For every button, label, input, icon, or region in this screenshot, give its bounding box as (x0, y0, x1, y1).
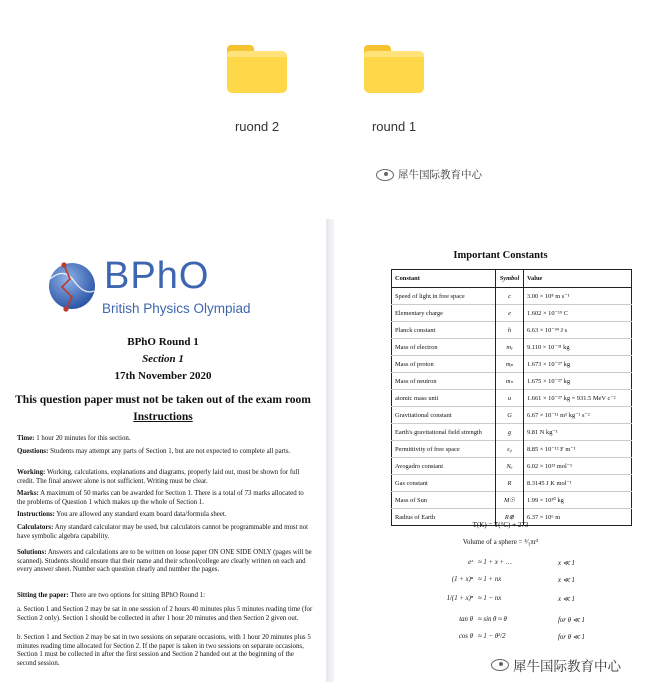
page-gutter (326, 219, 334, 682)
constant-name: Planck constant (392, 322, 496, 339)
exam-cover-page (0, 219, 326, 682)
table-row (392, 305, 632, 322)
questions-paragraph: Questions: Students may attempt any parts of Section 1, but are not expected to complete all parts. (17, 448, 291, 455)
watermark-text: 犀牛国际教育中心 (398, 169, 482, 181)
constant-name: Mass of electron (392, 339, 496, 356)
constant-value: 8.3145 J K mol⁻¹ (524, 475, 632, 492)
solutions-paragraph: Solutions: Answers and calculations are to be written on loose paper ON ONE SIDE ONLY (pages will be scanned). Students should ensure that their name and their school/college are clearly written on each and every answer sheet. Number each question clearly and number the pages. (17, 549, 312, 574)
constant-value: 9.81 N kg⁻¹ (524, 424, 632, 441)
constants-title: Important Constants (453, 250, 548, 261)
constants-page (334, 219, 667, 682)
table-row (392, 424, 632, 441)
exam-warning: This question paper must not be taken out of the exam room (15, 394, 311, 406)
option-a-paragraph: a. Section 1 and Section 2 may be sat in one session of 2 hours 40 minutes plus 5 minutes reading time (for Section 2 only). Section 1 should be collected in after 1 hour 20 minutes and then Section 2 given out. (17, 606, 313, 622)
instructions-paragraph: Instructions: You are allowed any standard exam board data/formula sheet. (17, 511, 227, 518)
approximation-lhs: tan θ (459, 616, 473, 623)
approximation-rhs: ≈ sin θ ≈ θ (478, 616, 507, 623)
constant-value: 8.85 × 10⁻¹² F m⁻¹ (524, 441, 632, 458)
time-paragraph: Time: 1 hour 20 minutes for this section. (17, 435, 131, 442)
folder-icon (227, 45, 287, 93)
constant-symbol: R (496, 475, 524, 492)
calculators-paragraph: Calculators: Any standard calculator may be used, but calculators cannot be programmable and must not have symbolic algebra capability. (17, 524, 309, 540)
sitting-paragraph: Sitting the paper: There are two options for sitting BPhO Round 1: (17, 592, 206, 599)
approximation-rhs: ≈ 1 − nx (478, 595, 502, 602)
watermark-text: 犀牛国际教育中心 (513, 659, 621, 675)
constant-symbol: G (496, 407, 524, 424)
constant-value: 1.602 × 10⁻¹⁹ C (524, 305, 632, 322)
constant-name: Avogadro constant (392, 458, 496, 475)
section-title: Section 1 (142, 353, 184, 365)
table-row (392, 322, 632, 339)
constant-symbol: ε₀ (496, 441, 524, 458)
approximation-cond: x ≪ 1 (558, 596, 575, 603)
bpho-logo (44, 257, 274, 317)
constant-name: Elementary charge (392, 305, 496, 322)
table-row (392, 373, 632, 390)
constant-value: 1.673 × 10⁻²⁷ kg (524, 356, 632, 373)
table-header-row (392, 270, 632, 288)
approximation-cond: x ≪ 1 (558, 560, 575, 567)
constant-symbol: h (496, 322, 524, 339)
approximation-rhs: ≈ 1 + nx (478, 576, 502, 583)
constant-symbol: M☉ (496, 492, 524, 509)
constant-value: 1.661 × 10⁻²⁷ kg = 931.5 MeV c⁻² (524, 390, 632, 407)
exam-date: 17th November 2020 (114, 370, 212, 382)
folder-round-1[interactable] (354, 45, 434, 134)
option-b-paragraph: b. Section 1 and Section 2 may be sat in two sessions on separate occasions, with 1 hour 20 minutes plus 5 minutes reading time allocated for Section 2. If the paper is taken in two sessions on separate occasions, Section 1 must be collected in after the first session and Section 2 handed out at the beginning of the second session. (17, 634, 311, 667)
folder-label: ruond 2 (234, 119, 280, 134)
constant-name: Mass of Sun (392, 492, 496, 509)
constant-symbol: g (496, 424, 524, 441)
constant-symbol: u (496, 390, 524, 407)
constant-symbol: Nₐ (496, 458, 524, 475)
constants-table (391, 269, 632, 526)
table-row (392, 492, 632, 509)
constant-name: Speed of light in free space (392, 288, 496, 305)
constant-symbol: mₙ (496, 373, 524, 390)
instructions-heading: Instructions (133, 411, 193, 423)
constant-symbol: R⊕ (496, 509, 524, 526)
folder-label: round 1 (371, 119, 417, 134)
constant-name: Mass of neutron (392, 373, 496, 390)
constant-symbol: mₚ (496, 356, 524, 373)
table-row (392, 441, 632, 458)
approximation-rhs: ≈ 1 + x + … (478, 559, 512, 566)
constant-symbol: c (496, 288, 524, 305)
constant-name: Permittivity of free space (392, 441, 496, 458)
constant-name: Gravitational constant (392, 407, 496, 424)
kelvin-formula: T(K) = T(°C) + 273 (472, 521, 529, 529)
constant-value: 6.37 × 10⁶ m (524, 509, 632, 526)
constant-value: 1.99 × 10³⁰ kg (524, 492, 632, 509)
table-row (392, 356, 632, 373)
constant-name: atomic mass unit (392, 390, 496, 407)
header-constant: Constant (392, 270, 496, 288)
approximation-row (416, 595, 616, 607)
table-row (392, 407, 632, 424)
globe-icon (44, 257, 100, 313)
marks-paragraph: Marks: A maximum of 50 marks can be awarded for Section 1. There is a total of 73 marks allocated to the problems of Question 1 which makes up the whole of Section 1. (17, 490, 304, 506)
sphere-formula: Volume of a sphere = ⁴⁄₃πr³ (462, 538, 539, 546)
approximation-lhs: (1 + x)ⁿ (451, 576, 473, 583)
approximation-rhs: ≈ 1 − θ²/2 (478, 633, 506, 640)
approximation-lhs: cos θ (458, 633, 473, 640)
constant-name: Radius of Earth (392, 509, 496, 526)
constant-name: Mass of proton (392, 356, 496, 373)
constant-value: 1.675 × 10⁻²⁷ kg (524, 373, 632, 390)
constant-value: 6.02 × 10²³ mol⁻¹ (524, 458, 632, 475)
approximation-row (416, 616, 616, 628)
table-row (392, 288, 632, 305)
table-row (392, 390, 632, 407)
approximation-cond: for θ ≪ 1 (558, 617, 585, 624)
constant-value: 6.67 × 10⁻¹¹ m³ kg⁻¹ s⁻² (524, 407, 632, 424)
table-row (392, 458, 632, 475)
folder-round-2[interactable] (217, 45, 297, 134)
approximation-row (416, 576, 616, 588)
table-row (392, 339, 632, 356)
watermark-top (376, 167, 482, 182)
constant-value: 9.110 × 10⁻³¹ kg (524, 339, 632, 356)
logo-subtitle: British Physics Olympiad (102, 301, 251, 316)
constant-name: Earth's gravitational field strength (392, 424, 496, 441)
wechat-icon (376, 169, 394, 181)
folder-icon (364, 45, 424, 93)
approximation-row (416, 633, 616, 645)
approximation-cond: x ≪ 1 (558, 577, 575, 584)
approximation-lhs: eˣ (468, 559, 473, 566)
watermark-bottom (491, 655, 621, 675)
constant-value: 3.00 × 10⁸ m s⁻¹ (524, 288, 632, 305)
constant-value: 6.63 × 10⁻³⁴ J s (524, 322, 632, 339)
approximation-cond: for θ ≪ 1 (558, 634, 585, 641)
approximation-lhs: 1/(1 + x)ⁿ (446, 595, 473, 602)
table-row (392, 475, 632, 492)
wechat-icon (491, 659, 509, 671)
constant-symbol: e (496, 305, 524, 322)
header-symbol: Symbol (496, 270, 524, 288)
round-title: BPhO Round 1 (127, 336, 199, 348)
constant-name: Gas constant (392, 475, 496, 492)
constant-symbol: mₑ (496, 339, 524, 356)
approximation-row (416, 559, 616, 571)
logo-brand: BPhO (104, 255, 210, 297)
working-paragraph: Working: Working, calculations, explanations and diagrams, properly laid out, must be shown for full credit. The final answer alone is not sufficient. Writing must be clear. (17, 469, 300, 485)
header-value: Value (524, 270, 632, 288)
